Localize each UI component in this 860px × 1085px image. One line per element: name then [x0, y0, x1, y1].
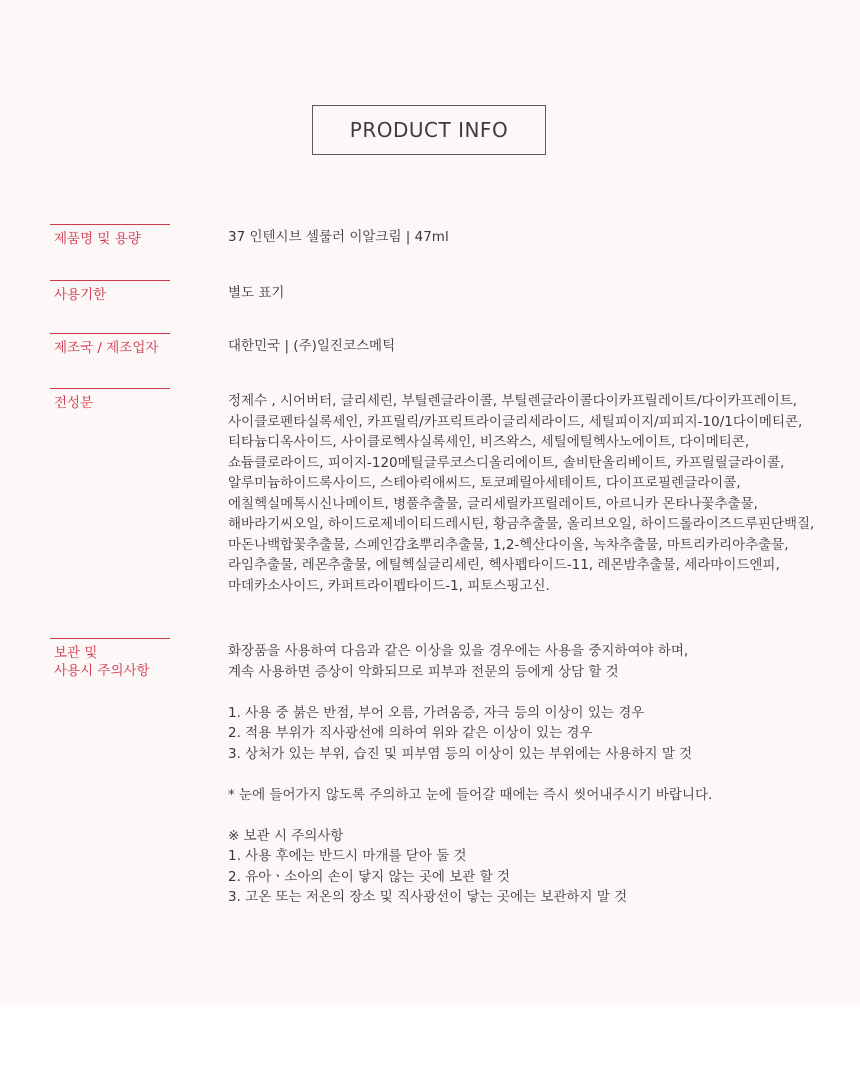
storage-item: 2. 유아ㆍ소아의 손이 닿지 않는 곳에 보관 할 것 [228, 868, 510, 885]
spacer [228, 805, 712, 826]
spacer [228, 764, 712, 785]
origin-value: 대한민국 | (주)일진코스메틱 [228, 338, 396, 354]
caution-item: 2. 적용 부위가 직사광선에 의하여 위와 같은 이상이 있는 경우 [228, 725, 593, 741]
expiry-value: 별도 표기 [228, 285, 285, 301]
expiry-label: 사용기한 [54, 287, 107, 303]
page-title: PRODUCT INFO [312, 105, 546, 155]
caution-label-line: 사용시 주의사항 [54, 663, 150, 679]
ingredients-line: 해바라기씨오일, 하이드로제네이티드레시틴, 황금추출물, 올리브오일, 하이드롤라이즈드루핀단백질, [228, 516, 815, 532]
caution-intro-line: 계속 사용하면 증상이 악화되므로 피부과 전문의 등에게 상담 할 것 [228, 663, 619, 680]
ingredients-list [228, 391, 814, 596]
caution-intro-line: 화장품을 사용하여 다음과 같은 이상을 있을 경우에는 사용을 중지하여야 하며, [228, 643, 689, 659]
product-label-cell [50, 224, 170, 248]
ingredients-line: 마돈나백합꽃추출물, 스페인감초뿌리추출물, 1,2-헥산다이올, 녹차추출물, 마트리카리아추출물, [228, 536, 789, 553]
storage-item: 1. 사용 후에는 반드시 마개를 닫아 둘 것 [228, 848, 467, 864]
caution-label-line: 보관 및 [54, 645, 98, 661]
caution-note: * 눈에 들어가지 않도록 주의하고 눈에 들어갈 때에는 즉시 씻어내주시기 바랍니다. [228, 786, 713, 803]
label-divider [50, 388, 170, 389]
caution-label-cell [50, 638, 170, 680]
spacer [228, 682, 712, 703]
caution-item: 3. 상처가 있는 부위, 습진 및 피부염 등의 이상이 있는 부위에는 사용하지 말 것 [228, 745, 693, 762]
ingredients-line: 티타늄디옥사이드, 사이클로헥사실록세인, 비즈왁스, 세틸에틸헥사노에이트, 다이메티콘, [228, 434, 750, 450]
ingredients-line: 정제수 , 시어버터, 글리세린, 부틸렌글라이콜, 부틸렌글라이콜다이카프릴레이트/다이카프레이트, [228, 393, 798, 409]
ingredients-label-cell [50, 388, 170, 412]
ingredients-line: 알루미늄하이드록사이드, 스테아릭애씨드, 토코페릴아세테이트, 다이프로필렌글라이콜, [228, 475, 741, 491]
label-divider [50, 224, 170, 225]
product-label: 제품명 및 용량 [54, 231, 141, 247]
ingredients-line: 쇼듐클로라이드, 피이지-120메틸글루코스디올리에이트, 솔비탄올리베이트, 카프릴릴글라이콜, [228, 454, 785, 471]
ingredients-line: 마데카소사이드, 카퍼트라이펩타이드-1, 피토스핑고신. [228, 577, 550, 594]
caution-item: 1. 사용 중 붉은 반점, 부어 오름, 가려움증, 자극 등의 이상이 있는 경우 [228, 704, 645, 721]
origin-label: 제조국 / 제조업자 [54, 340, 159, 356]
caution-text [228, 641, 712, 908]
origin-label-cell [50, 333, 170, 357]
expiry-label-cell [50, 280, 170, 304]
label-divider [50, 638, 170, 639]
caution-label [54, 644, 170, 680]
label-divider [50, 280, 170, 281]
ingredients-line: 에칠헥실메톡시신나메이트, 병풀추출물, 글리세릴카프릴레이트, 아르니카 몬타나꽃추출물, [228, 495, 758, 512]
label-divider [50, 333, 170, 334]
ingredients-label: 전성분 [54, 395, 94, 411]
product-value: 37 인텐시브 셀룰러 이알크림 | 47ml [228, 229, 449, 245]
storage-title: ※ 보관 시 주의사항 [228, 827, 344, 844]
ingredients-line: 라임추출물, 레몬추출물, 에틸헥실글리세린, 헥사펩타이드-11, 레몬밤추출물, 세라마이드엔피, [228, 557, 780, 573]
ingredients-line: 사이클로펜타실록세인, 카프릴릭/카프릭트라이글리세라이드, 세틸피이지/피피지-10/1다이메티콘, [228, 413, 803, 430]
storage-item: 3. 고온 또는 저온의 장소 및 직사광선이 닿는 곳에는 보관하지 말 것 [228, 889, 628, 905]
